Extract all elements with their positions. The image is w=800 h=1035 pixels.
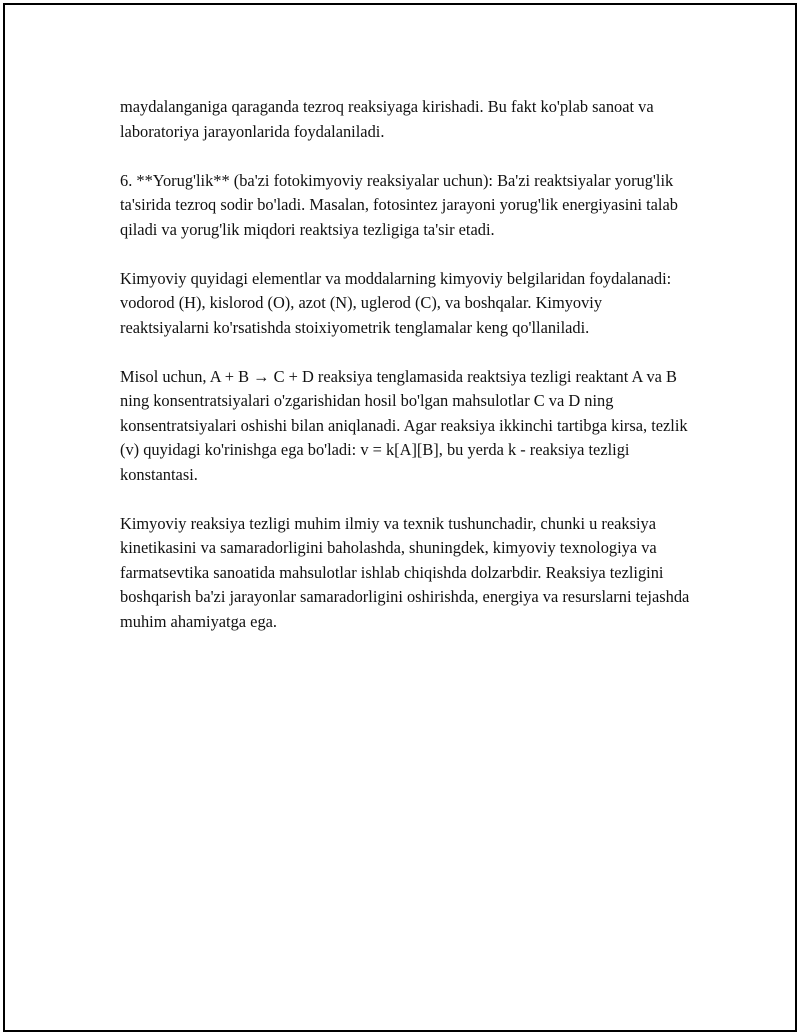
- document-body: [120, 95, 692, 659]
- paragraph-rate-example: Misol uchun, A + B → C + D reaksiya tenglamasida reaktsiya tezligi reaktant A va B ning konsentratsiyalari o'zgarishidan hosil bo'lgan mahsulotlar C va D ning konsentratsiyalari oshishi bilan aniqlanadi. Agar reaksiya ikkinchi tartibga kirsa, tezlik (v) quyidagi ko'rinishga ega bo'ladi: v = k[A][B], bu yerda k - reaksiya tezligi konstantasi.: [120, 366, 688, 484]
- document-page: [3, 3, 797, 1032]
- paragraph-conclusion: Kimyoviy reaksiya tezligi muhim ilmiy va texnik tushunchadir, chunki u reaksiya kinetikasini va samaradorligini baholashda, shuningdek, kimyoviy texnologiya va farmatsevtika sanoatida mahsulotlar ishlab chiqishda dolzarbdir. Reaksiya tezligini boshqarish ba'zi jarayonlar samaradorligini oshirishda, energiya va resurslarni tejashda muhim ahamiyatga ega.: [120, 513, 690, 631]
- paragraph-chemical-symbols: Kimyoviy quyidagi elementlar va moddalarning kimyoviy belgilaridan foydalanadi: vodorod (H), kislorod (O), azot (N), uglerod (C), va boshqalar. Kimyoviy reaktsiyalarni ko'rsatishda stoixiyometrik tenglamalar keng qo'llaniladi.: [120, 268, 672, 337]
- paragraph-light-factor: 6. **Yorug'lik** (ba'zi fotokimyoviy reaksiyalar uchun): Ba'zi reaktsiyalar yorug'lik ta'sirida tezroq sodir bo'ladi. Masalan, fotosintez jarayoni yorug'lik energiyasini talab qiladi va yorug'lik miqdori reaktsiya tezligiga ta'sir etadi.: [120, 170, 678, 239]
- paragraph-continuation: maydalanganiga qaraganda tezroq reaksiyaga kirishadi. Bu fakt ko'plab sanoat va laboratoriya jarayonlarida foydalaniladi.: [120, 97, 654, 141]
